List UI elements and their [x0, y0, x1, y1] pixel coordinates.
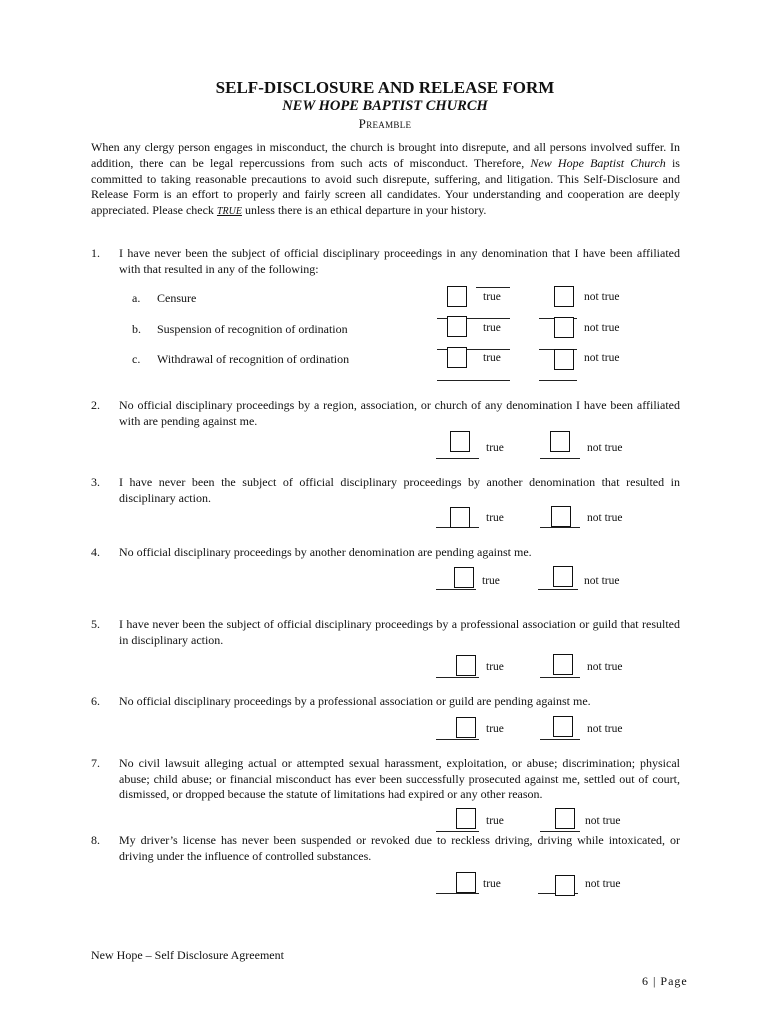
- q1c-true-label: true: [483, 352, 501, 364]
- section-heading-preamble: Preamble: [358, 116, 412, 131]
- q1b-not-true-checkbox[interactable]: [554, 317, 574, 338]
- q1a-not-true-label: not true: [584, 291, 620, 303]
- q1-subitem-b-text: Suspension of recognition of ordination: [157, 322, 348, 336]
- q1b-true-label: true: [483, 322, 501, 334]
- q3-not-true-checkbox[interactable]: [551, 506, 571, 527]
- q1-subitem-b-letter: b.: [132, 322, 141, 336]
- q1-subitem-c-text: Withdrawal of recognition of ordination: [157, 352, 350, 366]
- q5-true-checkbox[interactable]: [456, 655, 476, 676]
- answer-line: [540, 527, 580, 528]
- answer-line: [436, 739, 479, 740]
- q1c-not-true-checkbox[interactable]: [554, 349, 574, 370]
- q6-not-true-label: not true: [587, 723, 623, 735]
- q3-not-true-label: not true: [587, 512, 623, 524]
- q7-true-label: true: [486, 815, 504, 827]
- answer-line: [540, 677, 580, 678]
- q7-true-checkbox[interactable]: [456, 808, 476, 829]
- question-8-text: My driver’s license has never been suspended or revoked due to reckless driving, driving while intoxicated, or driving under the influence of controlled substances.: [119, 833, 680, 863]
- q1-subitem-a-text: Censure: [157, 291, 197, 305]
- answer-line: [436, 677, 479, 678]
- question-6-text: No official disciplinary proceedings by a professional association or guild are pending against me.: [119, 694, 591, 708]
- question-7-number: 7.: [91, 756, 100, 770]
- q8-not-true-checkbox[interactable]: [555, 875, 575, 896]
- q5-not-true-label: not true: [587, 661, 623, 673]
- answer-line: [437, 380, 510, 381]
- q7-not-true-checkbox[interactable]: [555, 808, 575, 829]
- q8-true-label: true: [483, 878, 501, 890]
- preamble-paragraph: [91, 140, 680, 220]
- q6-not-true-checkbox[interactable]: [553, 716, 573, 737]
- question-7-text: No civil lawsuit alleging actual or attempted sexual harassment, exploitation, or abuse; discrimination; physical abuse; child abuse; or financial misconduct has ever been successfully prosecuted against me, settled out of court, dismissed, or dropped because the statute of limitations had expired or any other reason.: [119, 756, 680, 801]
- q4-not-true-checkbox[interactable]: [553, 566, 573, 587]
- question-4-text: No official disciplinary proceedings by another denomination are pending against me.: [119, 545, 532, 559]
- q6-true-label: true: [486, 723, 504, 735]
- question-5-number: 5.: [91, 617, 100, 631]
- q6-true-checkbox[interactable]: [456, 717, 476, 738]
- q1b-not-true-label: not true: [584, 322, 620, 334]
- answer-line: [538, 589, 578, 590]
- q1c-true-checkbox[interactable]: [447, 347, 467, 368]
- answer-line: [436, 458, 479, 459]
- answer-line: [539, 380, 577, 381]
- q3-true-label: true: [486, 512, 504, 524]
- church-name-inline: New Hope Baptist Church: [530, 155, 666, 170]
- question-2-number: 2.: [91, 398, 100, 412]
- answer-line: [436, 831, 479, 832]
- preamble-text-part1: When any clergy person engages in misconduct, the church is brought into disrepute, and all persons involved suffer. In addition, there can be legal repercussions from such acts of misconduct. Therefore,: [91, 140, 680, 170]
- q5-not-true-checkbox[interactable]: [553, 654, 573, 675]
- q4-true-label: true: [482, 575, 500, 587]
- question-3-number: 3.: [91, 475, 100, 489]
- check-true-word: TRUE: [216, 206, 242, 218]
- preamble-text-part2: is committed to taking reasonable precautions to avoid such disrepute, suffering, and litigation. This Self-Disclosure and Release Form is an effort to properly and fairly screen all candidates. Your understanding and cooperation are deeply appreciated. Please check: [91, 155, 680, 218]
- question-5-text: I have never been the subject of official disciplinary proceedings by a professional association or guild that resulted in disciplinary action.: [119, 617, 680, 647]
- q8-true-checkbox[interactable]: [456, 872, 476, 893]
- answer-line: [436, 893, 479, 894]
- q2-not-true-label: not true: [587, 442, 623, 454]
- question-8-number: 8.: [91, 833, 100, 847]
- q1-subitem-a-letter: a.: [132, 291, 141, 305]
- q1b-true-checkbox[interactable]: [447, 316, 467, 337]
- q1a-not-true-checkbox[interactable]: [554, 286, 574, 307]
- question-3-text: I have never been the subject of official disciplinary proceedings by another denomination that resulted in disciplinary action.: [119, 475, 680, 505]
- q1a-true-checkbox[interactable]: [447, 286, 467, 307]
- q8-not-true-label: not true: [585, 878, 621, 890]
- question-1-text: I have never been the subject of official disciplinary proceedings in any denomination that I have been affiliated with that resulted in any of the following:: [119, 246, 680, 276]
- q5-true-label: true: [486, 661, 504, 673]
- page-number: 6 | Page: [642, 974, 688, 988]
- church-name: NEW HOPE BAPTIST CHURCH: [282, 98, 488, 114]
- q1c-not-true-label: not true: [584, 352, 620, 364]
- q7-not-true-label: not true: [585, 815, 621, 827]
- q4-not-true-label: not true: [584, 575, 620, 587]
- question-6-number: 6.: [91, 694, 100, 708]
- question-2-text: No official disciplinary proceedings by a region, association, or church of any denomination I have been affiliated with are pending against me.: [119, 398, 680, 428]
- q2-not-true-checkbox[interactable]: [550, 431, 570, 452]
- q2-true-checkbox[interactable]: [450, 431, 470, 452]
- answer-line: [540, 458, 580, 459]
- answer-line: [476, 287, 510, 288]
- preamble-text-part3: unless there is an ethical departure in your history.: [241, 203, 487, 218]
- form-title: SELF-DISCLOSURE AND RELEASE FORM: [215, 78, 555, 97]
- question-1-number: 1.: [91, 246, 100, 260]
- q1-subitem-c-letter: c.: [132, 352, 141, 366]
- answer-line: [436, 589, 476, 590]
- q3-true-checkbox[interactable]: [450, 507, 470, 528]
- answer-line: [540, 831, 580, 832]
- answer-line: [540, 739, 580, 740]
- q1a-true-label: true: [483, 291, 501, 303]
- footer-title: New Hope – Self Disclosure Agreement: [91, 948, 284, 962]
- question-4-number: 4.: [91, 545, 100, 559]
- q4-true-checkbox[interactable]: [454, 567, 474, 588]
- q2-true-label: true: [486, 442, 504, 454]
